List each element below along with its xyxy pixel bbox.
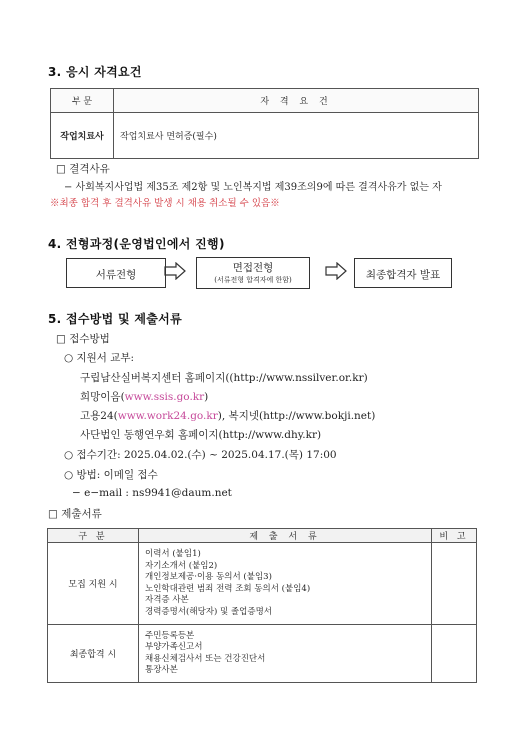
application-distribution: ○ 지원서 교부: <box>64 352 135 364</box>
docs-header-documents: 제 출 서 류 <box>139 529 432 543</box>
list-item: 개인정보제공·이용 동의서 (붙임3) <box>145 572 272 582</box>
method-heading: □ 접수방법 <box>56 333 110 345</box>
qualification-table <box>50 88 479 159</box>
process-step-final-label: 최종합격자 발표 <box>365 269 441 281</box>
application-period: ○ 접수기간: 2025.04.02.(수) ~ 2025.04.17.(목) 17:00 <box>64 449 337 461</box>
qual-header-division: 부 문 <box>51 89 114 113</box>
contact-email: − e−mail : ns9941@daum.net <box>72 487 232 499</box>
disqualification-text: − 사회복지사업법 제35조 제2항 및 노인복지법 제39조의9에 따른 결격사유가 없는 자 <box>64 182 442 193</box>
docs-category-final: 최종합격 시 <box>48 625 139 683</box>
docs-header-note: 비 고 <box>432 529 477 543</box>
list-item: 경력증명서(해당자) 및 졸업증명서 <box>145 606 272 617</box>
list-item: 자격증 사본 <box>145 595 189 605</box>
list-item: 이력서 (붙임1) <box>145 549 201 559</box>
qual-cell-requirement: 작업치료사 면허증(필수) <box>114 113 479 159</box>
list-item: 통장사본 <box>145 665 178 675</box>
section-3-title: 3. 응시 자격요건 <box>48 65 142 79</box>
site-ssis: 희망이음(www.ssis.go.kr) <box>80 391 209 403</box>
site-work24-bokji: 고용24(www.work24.go.kr), 복지넷(http://www.bokji.net) <box>80 410 376 422</box>
qual-header-requirements: 자 격 요 건 <box>114 89 479 113</box>
process-step-interview <box>196 257 310 289</box>
docs-category-apply: 모집 지원 시 <box>48 543 139 625</box>
docs-list-final <box>139 625 432 683</box>
application-method: ○ 방법: 이메일 접수 <box>64 469 158 481</box>
qual-cell-division: 작업치료사 <box>51 113 114 159</box>
section-5-title: 5. 접수방법 및 제출서류 <box>48 312 182 326</box>
cancellation-warning: ※최종 합격 후 결격사유 발생 시 채용 취소될 수 있음※ <box>50 198 280 209</box>
docs-header-category: 구 분 <box>48 529 139 543</box>
ssis-link[interactable]: www.ssis.go.kr <box>124 391 205 403</box>
list-item: 주민등록등본 <box>145 630 195 641</box>
arrow-right-icon <box>163 262 187 280</box>
process-step-document <box>66 258 166 288</box>
process-step-final <box>354 258 452 288</box>
section-4-title: 4. 전형과정(운영법인에서 진행) <box>48 237 225 251</box>
docs-note-final <box>432 625 477 683</box>
process-step-interview-label: 면접전형 <box>232 262 274 274</box>
docs-note-apply <box>432 543 477 625</box>
process-step-interview-note: (서류전형 합격자에 한함) <box>214 276 292 284</box>
site-nssilver: 구립남산실버복지센터 홈페이지((http://www.nssilver.or.kr) <box>80 372 368 384</box>
documents-table <box>47 528 477 683</box>
list-item: 채용신체검사서 또는 건강진단서 <box>145 653 266 664</box>
work24-link[interactable]: www.work24.go.kr <box>117 410 218 422</box>
site-dhy: 사단법인 동행연우회 홈페이지(http://www.dhy.kr) <box>80 429 322 441</box>
arrow-right-icon <box>324 262 348 280</box>
list-item: 노인학대관련 범죄 전력 조회 동의서 (붙임4) <box>145 583 311 594</box>
disqualification-heading: □ 결격사유 <box>56 163 110 175</box>
docs-list-apply <box>139 543 432 625</box>
process-step-document-label: 서류전형 <box>95 269 137 281</box>
documents-heading: □ 제출서류 <box>48 508 102 520</box>
list-item: 부양가족신고서 <box>145 642 203 652</box>
list-item: 자기소개서 (붙임2) <box>145 560 218 571</box>
